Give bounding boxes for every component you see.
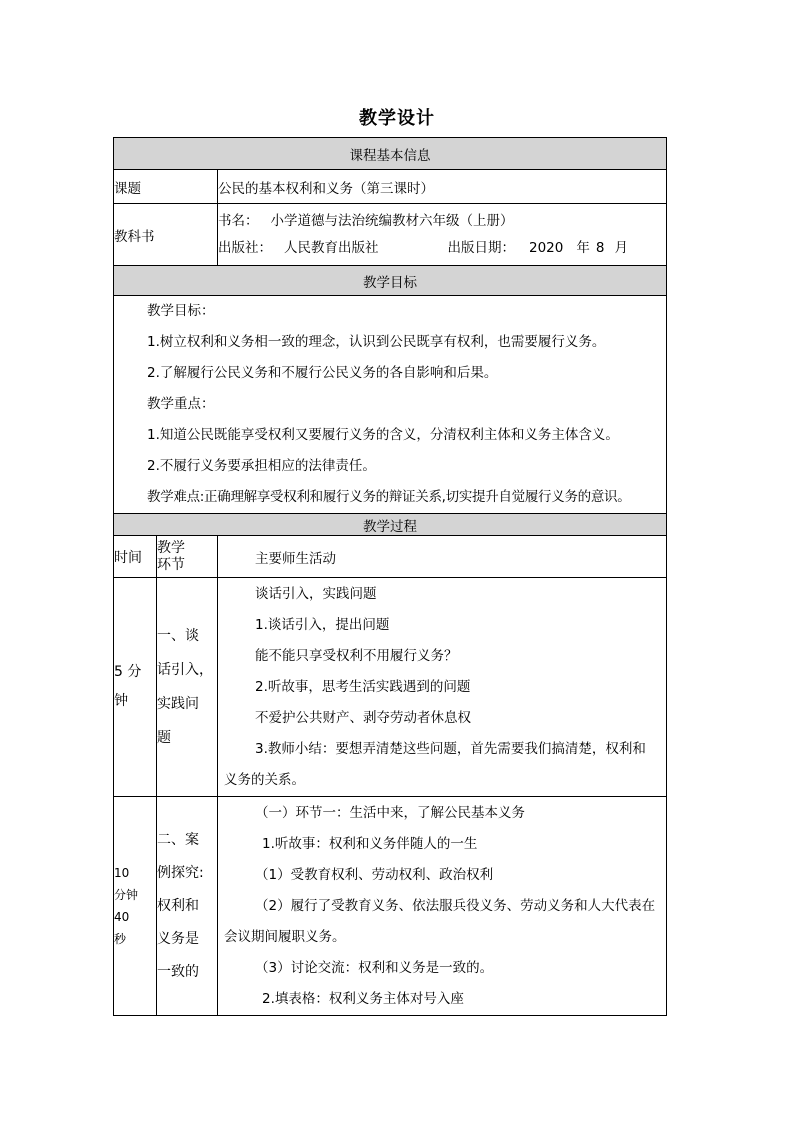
stage-cell [157, 797, 218, 1016]
book-name-row [218, 208, 666, 235]
header-stage-line: 教学 [157, 539, 185, 556]
header-time: 时间 [114, 536, 157, 578]
pub-date-year: 2020 [529, 239, 564, 256]
pub-date-year-unit: 年 [576, 239, 590, 256]
objectives-heading: 教学目标： [147, 303, 215, 319]
header-stage [157, 536, 218, 578]
activity-line: （一）环节一：生活中来，了解公民基本义务 [255, 804, 525, 821]
section-header-objectives: 教学目标 [114, 266, 667, 296]
activity-line: 义务的关系。 [224, 771, 305, 788]
objective-item: 1.树立权利和义务相一致的理念，认识到公民既享有权利，也需要履行义务。 [147, 334, 606, 350]
activity-line: 会议期间履职义务。 [224, 928, 346, 945]
stage-line: 义务是 [157, 930, 199, 947]
lesson-plan-table [113, 137, 667, 1016]
pub-date-label: 出版日期： [447, 239, 515, 256]
document-title: 教学设计 [359, 108, 435, 129]
objective-item: 2.了解履行公民义务和不履行公民义务的各自影响和后果。 [147, 365, 498, 381]
book-name-label: 书名： [218, 212, 259, 229]
activity-cell [218, 797, 667, 1016]
difficulty-line: 教学难点:正确理解享受权利和履行义务的辩证关系,切实提升自觉履行义务的意识。 [147, 489, 631, 505]
key-point-item: 2.不履行义务要承担相应的法律责任。 [147, 458, 376, 474]
time-line: 40 [114, 910, 130, 924]
topic-value: 公民的基本权利和义务（第三课时） [218, 170, 667, 204]
stage-line: 话引入， [157, 662, 213, 678]
pub-date-month: 8 [595, 239, 605, 256]
topic-label: 课题 [114, 170, 218, 204]
time-line: 10 [114, 866, 130, 880]
key-point-item: 1.知道公民既能享受权利又要履行义务的含义，分清权利主体和义务主体含义。 [147, 427, 619, 443]
activity-line: 2.填表格：权利义务主体对号入座 [262, 990, 464, 1007]
time-line: 5 分 [114, 664, 142, 680]
stage-line: 权利和 [157, 897, 199, 914]
activity-line: （3）讨论交流：权利和义务是一致的。 [255, 959, 494, 976]
activity-line: 2.听故事，思考生活实践遇到的问题 [255, 678, 471, 695]
textbook-label: 教科书 [114, 204, 218, 266]
activity-line: （2）履行了受教育义务、依法服兵役义务、劳动义务和人大代表在 [255, 897, 656, 914]
time-line: 钟 [114, 693, 128, 709]
header-stage-line: 环节 [157, 556, 185, 573]
objectives-content [114, 296, 667, 514]
time-cell [114, 797, 157, 1016]
activity-cell [218, 578, 667, 797]
activity-line: 能不能只享受权利不用履行义务？ [255, 647, 458, 664]
stage-line: 题 [157, 730, 171, 746]
activity-line: 不爱护公共财产、剥夺劳动者休息权 [255, 709, 471, 726]
publisher-label: 出版社： [218, 239, 272, 256]
stage-line: 一致的 [157, 963, 199, 980]
activity-line: 1.谈话引入，提出问题 [255, 616, 390, 633]
header-activity: 主要师生活动 [218, 536, 667, 578]
publisher-row [218, 235, 666, 262]
key-points-heading: 教学重点： [147, 396, 215, 412]
section-header-basic-info: 课程基本信息 [114, 138, 667, 170]
activity-line: 3.教师小结：要想弄清楚这些问题，首先需要我们搞清楚，权利和 [255, 740, 646, 757]
stage-line: 一、谈 [157, 628, 199, 644]
activity-line: （1）受教育权利、劳动权利、政治权利 [255, 866, 494, 883]
stage-line: 例探究: [157, 864, 204, 881]
publisher-value: 人民教育出版社 [284, 239, 379, 256]
time-line: 分钟 [114, 888, 139, 902]
section-header-process: 教学过程 [114, 514, 667, 536]
stage-cell [157, 578, 218, 797]
activity-line: 谈话引入，实践问题 [255, 585, 377, 602]
stage-line: 实践问 [157, 696, 199, 712]
book-name-value: 小学道德与法治统编教材六年级（上册） [270, 212, 514, 229]
textbook-info [218, 204, 667, 266]
stage-line: 二、案 [157, 831, 199, 848]
activity-line: 1.听故事：权利和义务伴随人的一生 [262, 835, 478, 852]
time-cell [114, 578, 157, 797]
time-line: 秒 [114, 932, 127, 946]
pub-date-month-unit: 月 [614, 239, 628, 256]
